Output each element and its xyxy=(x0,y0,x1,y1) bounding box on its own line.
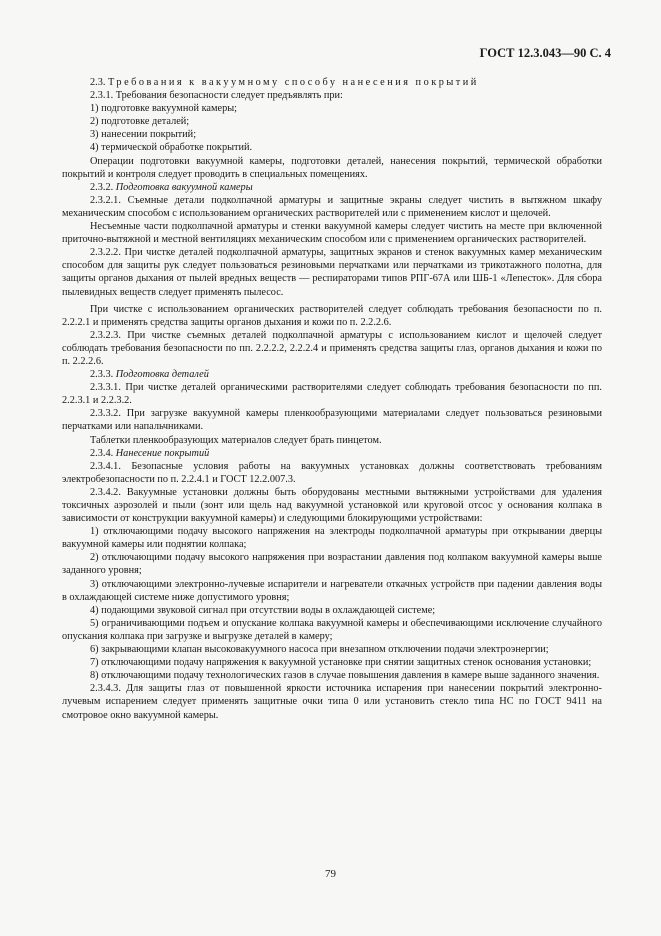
paragraph: 2.3.3.1. При чистке деталей органическими растворителями следует соблюдать требования безопасности по пп. 2.2.3.1 и 2.2.3.2. xyxy=(62,382,602,407)
page-number: 79 xyxy=(325,868,336,880)
paragraph: 2.3.1. Требования безопасности следует предъявлять при: xyxy=(90,90,343,102)
paragraph: 2.3.4.3. Для защиты глаз от повышенной яркости источника испарения при нанесении покрытий электронно-лучевым испарением следует применять защитные очки типа 0 или установить стекло типа НС по ГОСТ 9411 на смотровое окно вакуумной камеры. xyxy=(62,683,602,721)
subsection-title: Нанесение покрытий xyxy=(115,447,210,459)
paragraph: Несъемные части подколпачной арматуры и стенки вакуумной камеры следует чистить на месте при включенной приточно-вытяжной и местной вентиляциях механическим способом или с применением органических растворителей. xyxy=(62,221,602,246)
subsection-number: 2.3.2. xyxy=(90,181,114,193)
list-item: 3) отключающими электронно-лучевые испарители и нагреватели откачных устройств при падении давления воды в охлаждающей системе ниже допустимого уровня; xyxy=(62,578,602,603)
list-item: 2) отключающими подачу высокого напряжения при возрастании давления под колпаком вакуумной камеры выше заданного уровня; xyxy=(62,552,602,577)
list-item: 5) ограничивающими подъем и опускание колпака вакуумной камеры и обеспечивающими исключение случайного опускания колпака при загрузке и выгрузке деталей в камеру; xyxy=(62,617,602,642)
paragraph: 2.3.2.3. При чистке съемных деталей подколпачной арматуры с использованием кислот и щелочей следует соблюдать требования безопасности по пп. 2.2.2.2, 2.2.2.4 и применять средства защиты глаз, органов дыхания и кожи по п. 2.2.2.6. xyxy=(62,329,602,367)
paragraph: Операции подготовки вакуумной камеры, подготовки деталей, нанесения покрытий, термической обработки покрытий и контроля следует проводить в специальных помещениях. xyxy=(62,155,602,180)
paragraph: 2.3.2.2. При чистке деталей подколпачной арматуры, защитных экранов и стенок вакуумных камер механическим способом для защиты рук следует пользоваться резиновыми перчатками или перчатками из трикотажного полотна, для защиты органов дыхания от пылей вредных веществ — респираторами типов РПГ-67А или ШБ-1 «Лепесток». Для сбора пылевидных веществ следует применять пылесос. xyxy=(62,247,602,298)
subsection-number: 2.3.4. xyxy=(90,447,114,459)
section-title-number: 2.3. xyxy=(90,77,106,88)
paragraph: 2.3.3.2. При загрузке вакуумной камеры пленкообразующими материалами следует пользоваться резиновыми перчатками или напальчниками. xyxy=(62,408,602,433)
list-item: 8) отключающими подачу технологических газов в случае повышения давления в камере выше заданного значения. xyxy=(90,670,600,682)
document-body xyxy=(62,76,602,722)
subsection-heading xyxy=(62,181,602,194)
paragraph: 2.3.4.2. Вакуумные установки должны быть оборудованы местными вытяжными устройствами для удаления токсичных аэрозолей и пыли (зонт или щель над вакуумной установкой или круговой отсос у основания колпака в зависимости от конструкции вакуумной камеры) и следующими блокирующими устройствами: xyxy=(62,486,602,525)
subsection-heading xyxy=(62,447,602,460)
paragraph: При чистке с использованием органических растворителей следует соблюдать требования безопасности по п. 2.2.2.1 и применять средства защиты органов дыхания и кожи по п. 2.2.2.6. xyxy=(62,303,602,328)
page-header: ГОСТ 12.3.043—90 С. 4 xyxy=(479,46,611,60)
subsection-title: Подготовка деталей xyxy=(115,369,209,381)
list-item: 7) отключающими подачу напряжения к вакуумной установке при снятии защитных стенок основания установки; xyxy=(90,657,592,669)
list-item: 6) закрывающими клапан высоковакуумного насоса при внезапном отключении подачи электроэнергии; xyxy=(90,644,549,656)
section-title xyxy=(62,76,602,89)
list-item: 2) подготовке деталей; xyxy=(90,116,190,128)
list-item: 4) подающими звуковой сигнал при отсутствии воды в охлаждающей системе; xyxy=(90,604,436,616)
list-item: 4) термической обработке покрытий. xyxy=(90,142,253,154)
paragraph: 2.3.2.1. Съемные детали подколпачной арматуры и защитные экраны следует чистить в вытяжном шкафу механическим способом с использованием органических растворителей или с применением кислот и щелочей. xyxy=(62,194,602,219)
section-title-text: Требования к вакуумному способу нанесения покрытий xyxy=(108,77,479,88)
subsection-number: 2.3.3. xyxy=(90,369,114,381)
subsection-title: Подготовка вакуумной камеры xyxy=(115,181,253,193)
subsection-heading xyxy=(62,368,602,381)
paragraph: Таблетки пленкообразующих материалов следует брать пинцетом. xyxy=(90,434,382,446)
paragraph: 2.3.4.1. Безопасные условия работы на вакуумных установках должны соответствовать требованиям электробезопасности по п. 2.2.4.1 и ГОСТ 12.2.007.3. xyxy=(62,460,602,485)
list-item: 1) подготовке вакуумной камеры; xyxy=(90,103,238,115)
list-item: 3) нанесении покрытий; xyxy=(90,129,197,141)
list-item: 1) отключающими подачу высокого напряжения на электроды подколпачной арматуры при открывании дверцы вакуумной камеры или поднятии колпака; xyxy=(62,526,602,551)
